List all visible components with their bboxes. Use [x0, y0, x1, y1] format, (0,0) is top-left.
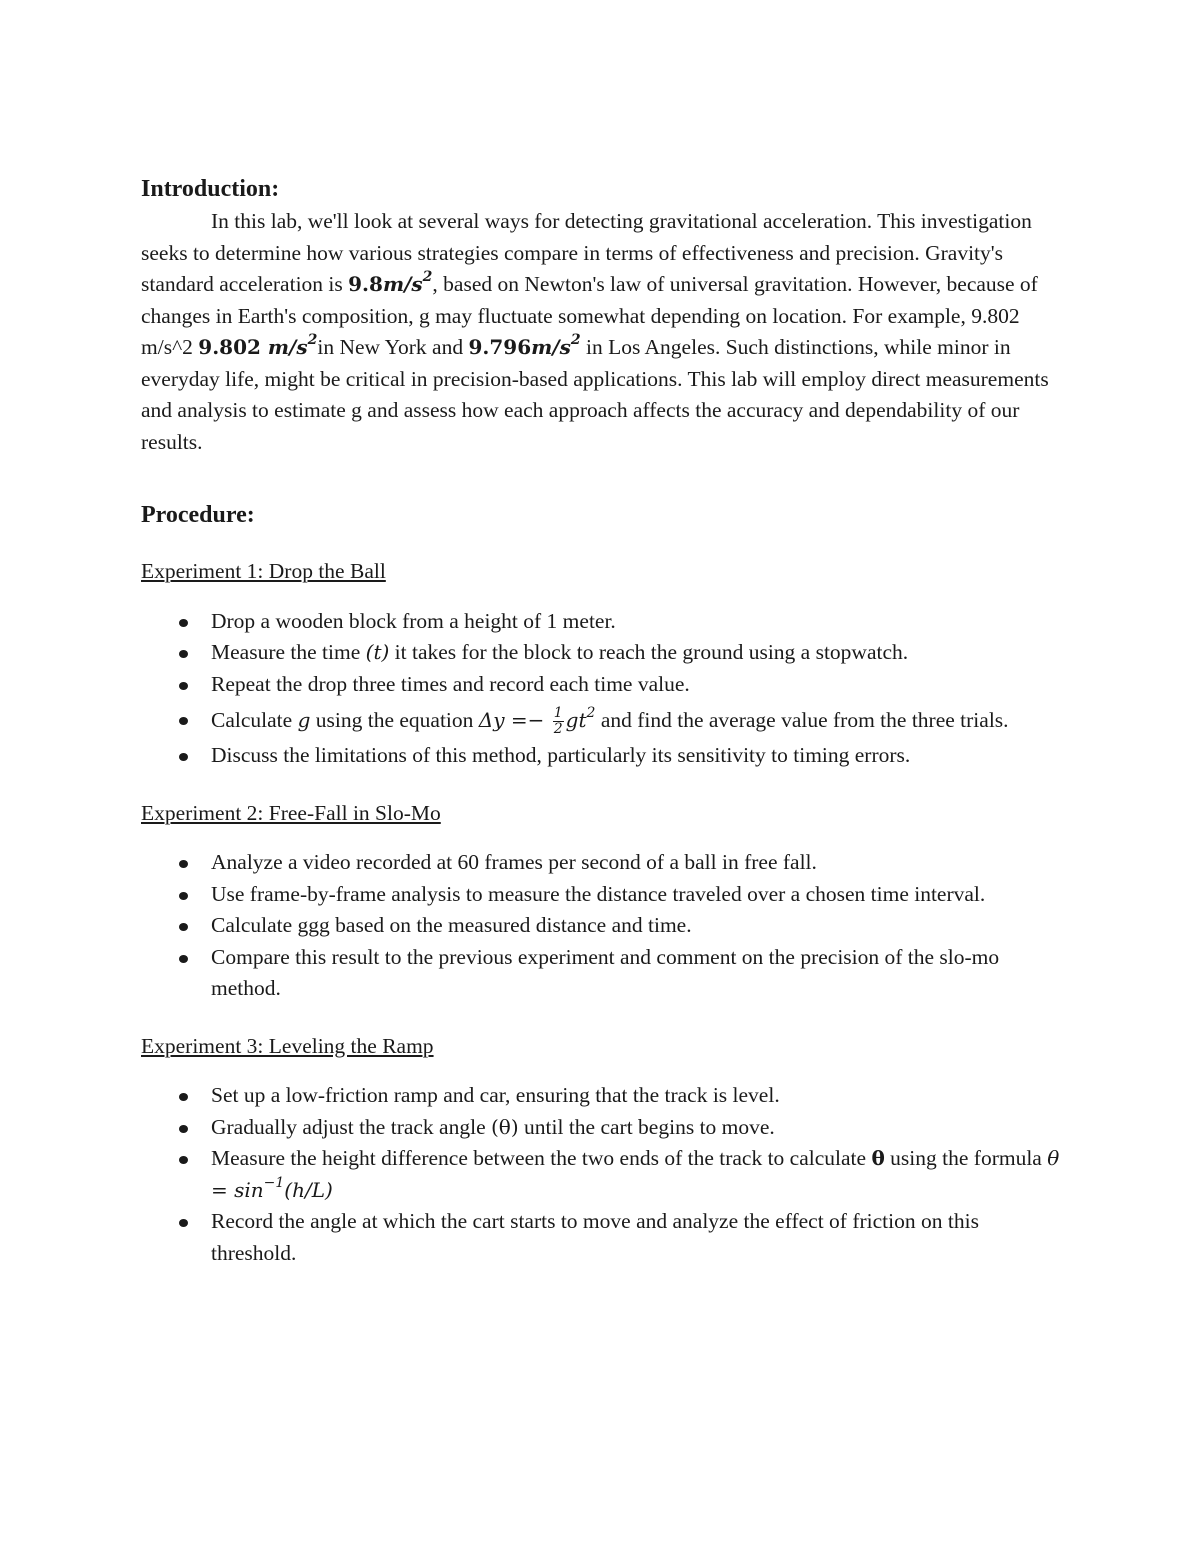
- list-item: Compare this result to the previous experiment and comment on the precision of the slo-mo method.: [141, 942, 1061, 1005]
- bullet-icon: [179, 619, 188, 627]
- bullet-icon: [179, 1156, 188, 1164]
- g-ny-math: 9.802 $m/s^2$: [198, 332, 318, 359]
- introduction-heading: Introduction:: [141, 176, 280, 202]
- list-item: Measure the height difference between the two ends of the track to calculate θ using the formula $\theta = \sin^{-1}(h/L)$: [141, 1143, 1061, 1206]
- bullet-icon: [179, 923, 188, 931]
- bullet-icon: [179, 682, 188, 690]
- bullet-icon: [179, 650, 188, 658]
- experiment-3-list: [141, 1080, 1061, 1269]
- experiment-3-title: Experiment 3: Leveling the Ramp: [141, 1033, 434, 1058]
- g-la-math: $9.796m/s^2$: [468, 332, 581, 359]
- introduction-paragraph: [141, 206, 1061, 458]
- list-item: Record the angle at which the cart starts to move and analyze the effect of friction on this threshold.: [141, 1206, 1061, 1269]
- time-variable-math: (t): [365, 640, 390, 664]
- arcsin-equation: $\theta = \sin^{-1}(h/L)$: [211, 1146, 1060, 1202]
- theta-variable-math: (θ): [491, 1114, 519, 1139]
- list-item: Set up a low-friction ramp and car, ensuring that the track is level.: [141, 1080, 1061, 1112]
- list-item: Discuss the limitations of this method, particularly its sensitivity to timing errors.: [141, 740, 1061, 772]
- list-item: Calculate ggg based on the measured distance and time.: [141, 910, 1061, 942]
- list-item: Repeat the drop three times and record each time value.: [141, 669, 1061, 701]
- list-item: Calculate g using the equation Δy =− $\frac{1}{2}$ $gt^2$ and find the average value from the three trials.: [141, 700, 1061, 740]
- g-standard-math: $9.8m/s^2$: [348, 269, 433, 296]
- experiment-2-title: Experiment 2: Free-Fall in Slo-Mo: [141, 800, 441, 825]
- bullet-icon: [179, 717, 188, 725]
- bullet-icon: [179, 1093, 188, 1101]
- document-body: [141, 172, 1061, 1269]
- g-variable-math: g: [297, 708, 311, 732]
- experiment-2-list: [141, 847, 1061, 1005]
- intro-text-3: in New York and: [317, 335, 469, 359]
- list-item: Use frame-by-frame analysis to measure the distance traveled over a chosen time interval.: [141, 879, 1061, 911]
- intro-text-1: In this lab, we'll look at several ways for detecting gravitational acceleration. This investigation seeks to determine how various strategies compare in terms of effectiveness and precision. Gravity's standard acceleration is: [141, 209, 1032, 296]
- theta-math: θ: [871, 1146, 885, 1170]
- bullet-icon: [179, 1219, 188, 1227]
- bullet-icon: [179, 955, 188, 963]
- experiment-1-list: [141, 606, 1061, 772]
- list-item: Drop a wooden block from a height of 1 meter.: [141, 606, 1061, 638]
- list-item: Analyze a video recorded at 60 frames per second of a ball in free fall.: [141, 847, 1061, 879]
- bullet-icon: [179, 1125, 188, 1133]
- list-item: Measure the time (t) it takes for the block to reach the ground using a stopwatch.: [141, 637, 1061, 669]
- intro-text-2: , based on Newton's law of universal gravitation. However, because of changes in Earth's composition, g may fluctuate somewhat depending on location. For example, 9.802 m/s^2: [141, 272, 1038, 359]
- procedure-heading: Procedure:: [141, 502, 255, 528]
- fraction: $\frac{1}{2}$: [553, 705, 563, 737]
- intro-text-4: in Los Angeles. Such distinctions, while minor in everyday life, might be critical in precision-based applications. This lab will employ direct measurements and analysis to estimate g and assess how each approach affects the accuracy and dependability of our results.: [141, 335, 1049, 454]
- experiment-1-title: Experiment 1: Drop the Ball: [141, 559, 386, 583]
- list-item: Gradually adjust the track angle (θ) until the cart begins to move.: [141, 1112, 1061, 1144]
- bullet-icon: [179, 753, 188, 761]
- kinematics-equation: Δy =− $\frac{1}{2}$ $gt^2$: [478, 705, 596, 737]
- bullet-icon: [179, 892, 188, 900]
- bullet-icon: [179, 860, 188, 868]
